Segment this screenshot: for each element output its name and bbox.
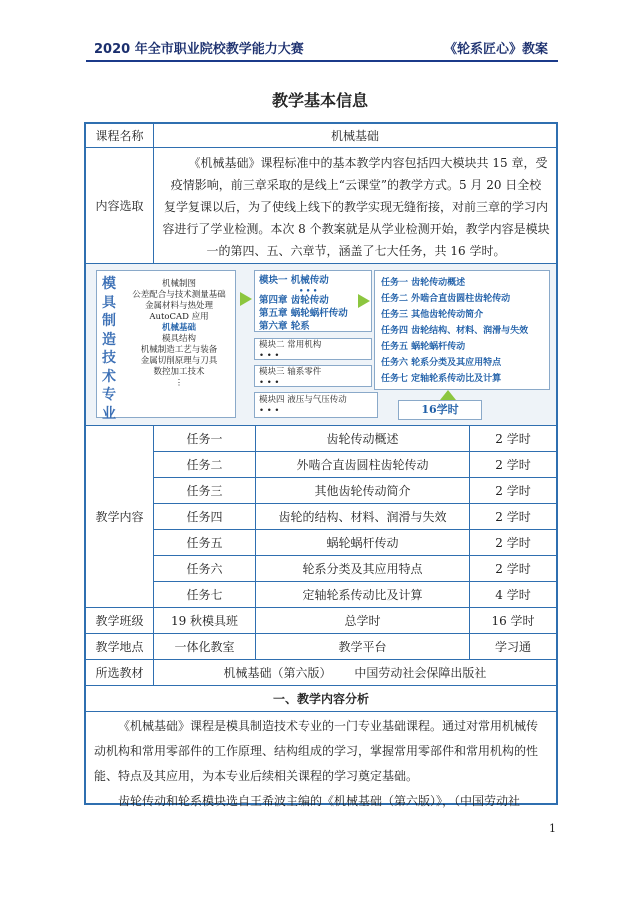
content-line: 《机械基础》课程标准中的基本教学内容包括四大模块共 15 章，受	[188, 156, 548, 170]
task-name: 定轴轮系传动比及计算	[256, 582, 470, 608]
textbook-label: 所选教材	[86, 660, 154, 686]
header-lesson-plan: 《轮系匠心》教案	[443, 42, 548, 57]
teaching-label: 教学内容	[86, 426, 154, 608]
task-name: 外啮合直齿圆柱齿轮传动	[256, 452, 470, 478]
textbook-value: 机械基础（第六版） 中国劳动社会保障出版社	[154, 660, 556, 686]
analysis-line: 能、特点及其应用，为本专业后续相关课程的学习奠定基础。	[94, 769, 419, 783]
major-char: 具	[102, 294, 116, 311]
task-number: 任务三	[154, 478, 256, 504]
content-line: 复学复课以后，为了使线上线下的教学实现无缝衔接，对前三章的学习内	[163, 200, 548, 214]
module2-label: 模块二 常用机构	[259, 340, 322, 350]
task-hours: 2 学时	[470, 478, 556, 504]
major-char: 造	[102, 331, 116, 348]
module2-box: 模块二 常用机构 • • •	[254, 338, 372, 360]
task-number: 任务五	[154, 530, 256, 556]
course-list-box	[96, 270, 236, 422]
task-number: 任务四	[154, 504, 256, 530]
platform-label: 教学平台	[256, 634, 470, 660]
chapter-item: 第四章 齿轮传动	[259, 295, 329, 306]
course-item: ⋮	[174, 378, 184, 388]
module1-box	[254, 270, 372, 332]
arrow-icon	[240, 292, 252, 306]
hours-badge: 16学时	[398, 400, 482, 420]
course-item: 金属材料与热处理	[144, 301, 213, 311]
course-item: 机械制造工艺与装备	[140, 345, 218, 355]
task-number: 任务二	[154, 452, 256, 478]
task-item: 任务七 定轴轮系传动比及计算	[381, 374, 502, 384]
task-name: 其他齿轮传动简介	[256, 478, 470, 504]
task-hours: 2 学时	[470, 504, 556, 530]
course-list	[123, 279, 235, 389]
task-hours: 2 学时	[470, 556, 556, 582]
major-char: 技	[102, 350, 116, 366]
major-char: 制	[102, 313, 116, 329]
task-name: 轮系分类及其应用特点	[256, 556, 470, 582]
analysis-paragraph	[94, 714, 550, 814]
header-competition: 2020 年全市职业院校教学能力大赛	[94, 42, 304, 57]
course-item: 数控加工技术	[153, 367, 205, 377]
module1-title: 模块一 机械传动	[259, 275, 329, 286]
content-label: 内容选取	[86, 148, 154, 264]
course-item: 金属切削原理与刀具	[140, 356, 218, 366]
up-arrow-icon	[440, 390, 456, 400]
task-hours: 2 学时	[470, 452, 556, 478]
task-name: 齿轮的结构、材料、润滑与失效	[256, 504, 470, 530]
major-char: 术	[102, 368, 116, 385]
major-label	[99, 275, 119, 423]
module3-box: 模块三 轴系零件 • • •	[254, 365, 372, 387]
content-line: 疫情影响，前三章采取的是线上“云课堂”的教学方式。5 月 20 日全校	[170, 178, 542, 192]
module-diagram	[86, 264, 556, 426]
course-label: 课程名称	[86, 124, 154, 148]
total-hours-label: 总学时	[256, 608, 470, 634]
task-hours: 2 学时	[470, 530, 556, 556]
course-value: 机械基础	[154, 124, 556, 148]
class-value: 19 秋模具班	[154, 608, 256, 634]
course-item: AutoCAD 应用	[149, 312, 209, 322]
major-char: 模	[102, 276, 116, 292]
task-item: 任务六 轮系分类及其应用特点	[381, 358, 502, 368]
task-name: 齿轮传动概述	[256, 426, 470, 452]
chapter-item: 第五章 蜗轮蜗杆传动	[259, 308, 348, 319]
chapter-item: 第六章 轮系	[259, 321, 310, 332]
task-item: 任务四 齿轮结构、材料、润滑与失效	[381, 326, 529, 336]
content-line: 容进行了学业检测。本次 8 个教案就是从学业检测开始，教学内容是模块	[162, 222, 550, 236]
task-hours: 2 学时	[470, 426, 556, 452]
page-header	[86, 30, 558, 62]
task-number: 任务一	[154, 426, 256, 452]
task-item: 任务二 外啮合直齿圆柱齿轮传动	[381, 294, 511, 304]
analysis-line: 动机构和常用零部件的工作原理、结构组成的学习，掌握常用零部件和常用机构的性	[94, 744, 539, 758]
total-hours-value: 16 学时	[470, 608, 556, 634]
task-item: 任务五 蜗轮蜗杆传动	[381, 342, 466, 352]
module4-label: 模块四 液压与气压传动	[259, 395, 347, 405]
ellipsis: • • •	[299, 286, 318, 295]
task-item: 任务一 齿轮传动概述	[381, 278, 466, 288]
task-hours: 4 学时	[470, 582, 556, 608]
info-table	[84, 122, 558, 808]
task-item: 任务三 其他齿轮传动简介	[381, 310, 484, 320]
place-value: 一体化教室	[154, 634, 256, 660]
task-list-box	[374, 270, 550, 390]
course-item: 模具结构	[161, 334, 196, 344]
task-number: 任务七	[154, 582, 256, 608]
content-text	[154, 148, 556, 264]
page-title: 教学基本信息	[271, 91, 368, 110]
task-name: 蜗轮蜗杆传动	[256, 530, 470, 556]
module3-label: 模块三 轴系零件	[259, 367, 322, 377]
analysis-line: 《机械基础》课程是模具制造技术专业的一门专业基础课程。通过对常用机械传	[118, 719, 539, 733]
course-item: 机械制图	[161, 279, 196, 289]
module4-box: 模块四 液压与气压传动 • • •	[254, 392, 378, 418]
place-label: 教学地点	[86, 634, 154, 660]
course-item: 机械基础	[161, 323, 196, 333]
platform-value: 学习通	[470, 634, 556, 660]
major-char: 业	[102, 405, 116, 422]
analysis-paragraph-2: 齿轮传动和轮系模块选自王希波主编的《机械基础（第六版）》，（中国劳动社	[118, 794, 521, 808]
task-number: 任务六	[154, 556, 256, 582]
section-heading: 一、教学内容分析	[86, 686, 556, 712]
major-char: 专	[102, 387, 116, 403]
arrow-icon	[358, 294, 370, 308]
content-line: 一的第四、五、六章节，涵盖了七大任务，共 16 学时。	[206, 244, 506, 258]
class-label: 教学班级	[86, 608, 154, 634]
page-number: 1	[549, 822, 556, 835]
course-item: 公差配合与技术测量基础	[132, 290, 226, 300]
